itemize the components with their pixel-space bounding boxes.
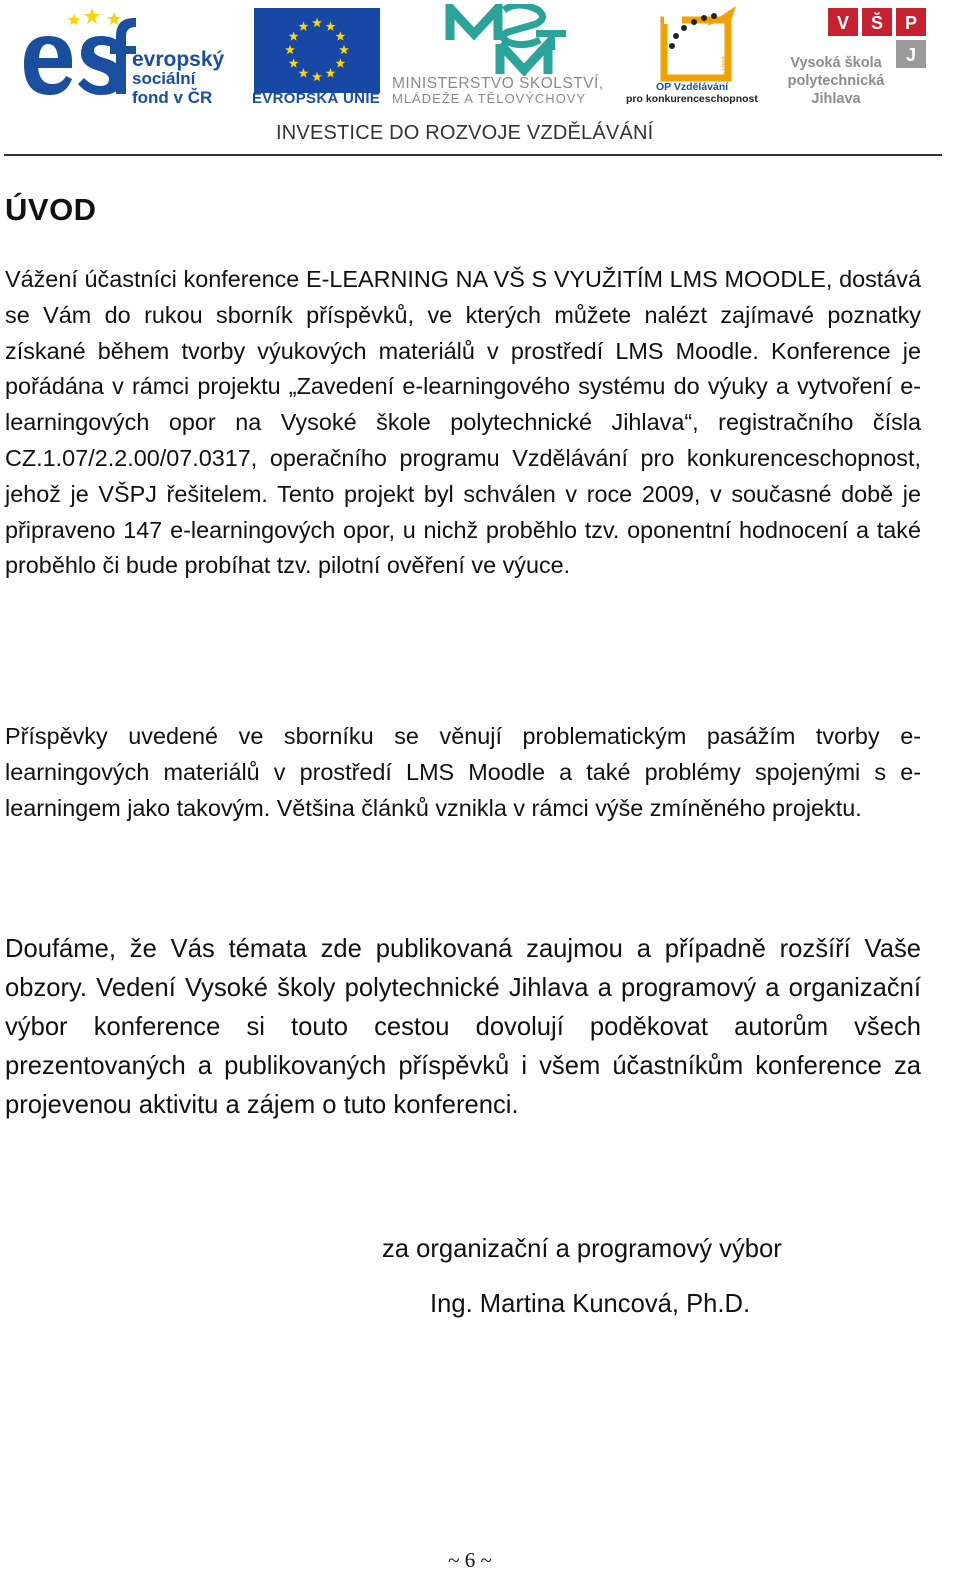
eu-star-icon: [289, 58, 299, 67]
investice-banner: INVESTICE DO ROZVOJE VZDĚLÁVÁNÍ: [276, 122, 654, 144]
vspj-letter: J: [905, 45, 917, 65]
eu-caption: EVROPSKÁ UNIE: [252, 90, 381, 107]
esf-caption-line: evropský: [132, 48, 225, 71]
eu-star-icon: [312, 18, 322, 27]
paragraph-contributions: Příspěvky uvedené ve sborníku se věnují problematickým pasážím tvorby e-learningových materiálů v prostředí LMS Moodle a také problémy spojenými s e-learningem jako takovým. Většina článků vznikla v rámci výše zmíněného projektu.: [5, 723, 921, 821]
eu-star-icon: [312, 72, 322, 81]
esf-caption: [132, 50, 224, 107]
vspj-letter: V: [836, 13, 850, 33]
vspj-caption: [786, 54, 886, 108]
svg-text:2007-13: 2007-13: [720, 56, 727, 82]
eu-star-icon: [289, 31, 299, 40]
eu-flag-icon: [254, 8, 380, 93]
eu-star-icon: [299, 68, 309, 77]
vspj-letter: P: [904, 13, 918, 33]
esf-caption-line: fond v ČR: [132, 88, 213, 107]
eu-star-icon: [285, 45, 295, 54]
esf-logo: [18, 6, 136, 106]
eu-star-icon: [299, 21, 309, 30]
msmt-logo: [440, 4, 570, 76]
op-caption-line: pro konkurenceschopnost: [626, 93, 758, 105]
vspj-caption-line: Jihlava: [811, 91, 861, 107]
esf-caption-line: sociální: [132, 69, 196, 88]
page-header: [0, 0, 960, 160]
vspj-caption-line: polytechnická: [787, 73, 885, 89]
page-number: ~ 6 ~: [448, 1548, 492, 1572]
op-logo: [646, 6, 746, 84]
signature-name: Ing. Martina Kuncová, Ph.D.: [430, 1290, 751, 1318]
paragraph-intro: Vážení účastníci konference E-LEARNING NA VŠ S VYUŽITÍM LMS MOODLE, dostává se Vám do rukou sborník příspěvků, ve kterých můžete nalézt zajímavé poznatky získané během tvorby výukových materiálů v prostředí LMS Moodle. Konference je pořádána v rámci projektu „Zavedení e-learningového systému do výuky a vytvoření e-learningových opor na Vysoké škole polytechnické Jihlava“, registračního čísla CZ.1.07/2.2.00/07.0317, operačního programu Vzdělávání pro konkurenceschopnost, jehož je VŠPJ řešitelem. Tento projekt byl schválen v roce 2009, v současné době je připraveno 147 e-learningových opor, u nichž proběhlo tzv. oponentní hodnocení a také proběhlo či bude probíhat tzv. pilotní ověření ve výuce.: [5, 266, 921, 579]
signature-committee: za organizační a programový výbor: [382, 1235, 782, 1263]
msmt-caption-line: MLÁDEŽE A TĚLOVÝCHOVY: [392, 91, 587, 106]
page-title: ÚVOD: [5, 192, 97, 227]
vspj-caption-line: Vysoká škola: [790, 55, 882, 71]
eu-star-icon: [339, 45, 349, 54]
eu-star-icon: [335, 58, 345, 67]
msmt-caption: [392, 76, 604, 106]
eu-star-icon: [335, 31, 345, 40]
op-caption-line: OP Vzdělávání: [656, 81, 729, 93]
header-divider: [4, 154, 942, 156]
vspj-letter: Š: [870, 13, 884, 33]
msmt-caption-line: MINISTERSTVO ŠKOLSTVÍ,: [392, 75, 604, 92]
op-caption: [626, 81, 758, 105]
paragraph-thanks: Doufáme, že Vás témata zde publikovaná zaujmou a případně rozšíří Vaše obzory. Vedení Vysoké školy polytechnické Jihlava a programový a organizační výbor konference si touto cestou dovolují poděkovat autorům všech prezentovaných a publikovaných příspěvků i všem účastníkům konference za projevenou aktivitu a zájem o tuto konferenci.: [5, 935, 921, 1119]
eu-star-icon: [326, 21, 336, 30]
eu-star-icon: [326, 68, 336, 77]
